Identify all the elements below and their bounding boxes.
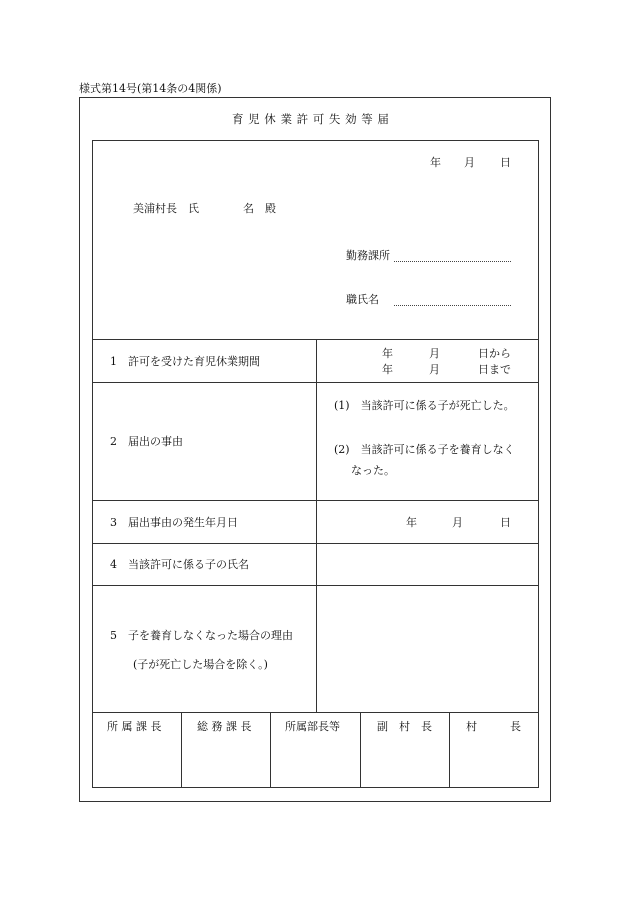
name-label: 職氏名 [346, 293, 379, 306]
row2-option-2-line1: (2) 当該許可に係る子を養育しなく [334, 443, 515, 456]
row1-label: 1 許可を受けた育児休業期間 [110, 355, 260, 368]
form-number: 様式第14号(第14条の4関係) [79, 82, 222, 95]
workplace-field[interactable] [394, 261, 511, 262]
row2-option-2-line2: なった。 [351, 464, 395, 477]
row4-child-name-field[interactable] [317, 544, 538, 585]
row5-reason-field[interactable] [317, 586, 538, 712]
approval-deputy-mayor: 副 村 長 [377, 720, 432, 733]
workplace-label: 勤務課所 [346, 249, 390, 262]
addressee: 美浦村長 氏 名 殿 [133, 202, 276, 215]
date-year-label: 年 [430, 156, 441, 169]
row1-from-year: 年 [382, 347, 393, 360]
row1-from-day: 日から [478, 347, 511, 360]
row1-to-day: 日まで [478, 363, 511, 376]
row3-day: 日 [500, 516, 511, 529]
approval-department-head: 所属部長等 [285, 720, 340, 733]
approval-section-chief: 所 属 課 長 [107, 720, 162, 733]
row5-label: 5 子を養育しなくなった場合の理由 [110, 629, 293, 642]
row3-year: 年 [406, 516, 417, 529]
row1-to-year: 年 [382, 363, 393, 376]
date-month-label: 月 [464, 156, 475, 169]
row1-to-month: 月 [429, 363, 440, 376]
row1-from-month: 月 [429, 347, 440, 360]
row5-sublabel: (子が死亡した場合を除く。) [133, 658, 268, 671]
row3-month: 月 [452, 516, 463, 529]
row2-option-1: (1) 当該許可に係る子が死亡した。 [334, 399, 515, 412]
date-day-label: 日 [500, 156, 511, 169]
row2-label: 2 届出の事由 [110, 435, 183, 448]
approval-mayor: 村 長 [466, 720, 521, 733]
approval-general-affairs-chief: 総 務 課 長 [197, 720, 252, 733]
row4-label: 4 当該許可に係る子の氏名 [110, 558, 249, 571]
form-title: 育 児 休 業 許 可 失 効 等 届 [232, 112, 390, 126]
row3-label: 3 届出事由の発生年月日 [110, 516, 238, 529]
name-field[interactable] [394, 305, 511, 306]
